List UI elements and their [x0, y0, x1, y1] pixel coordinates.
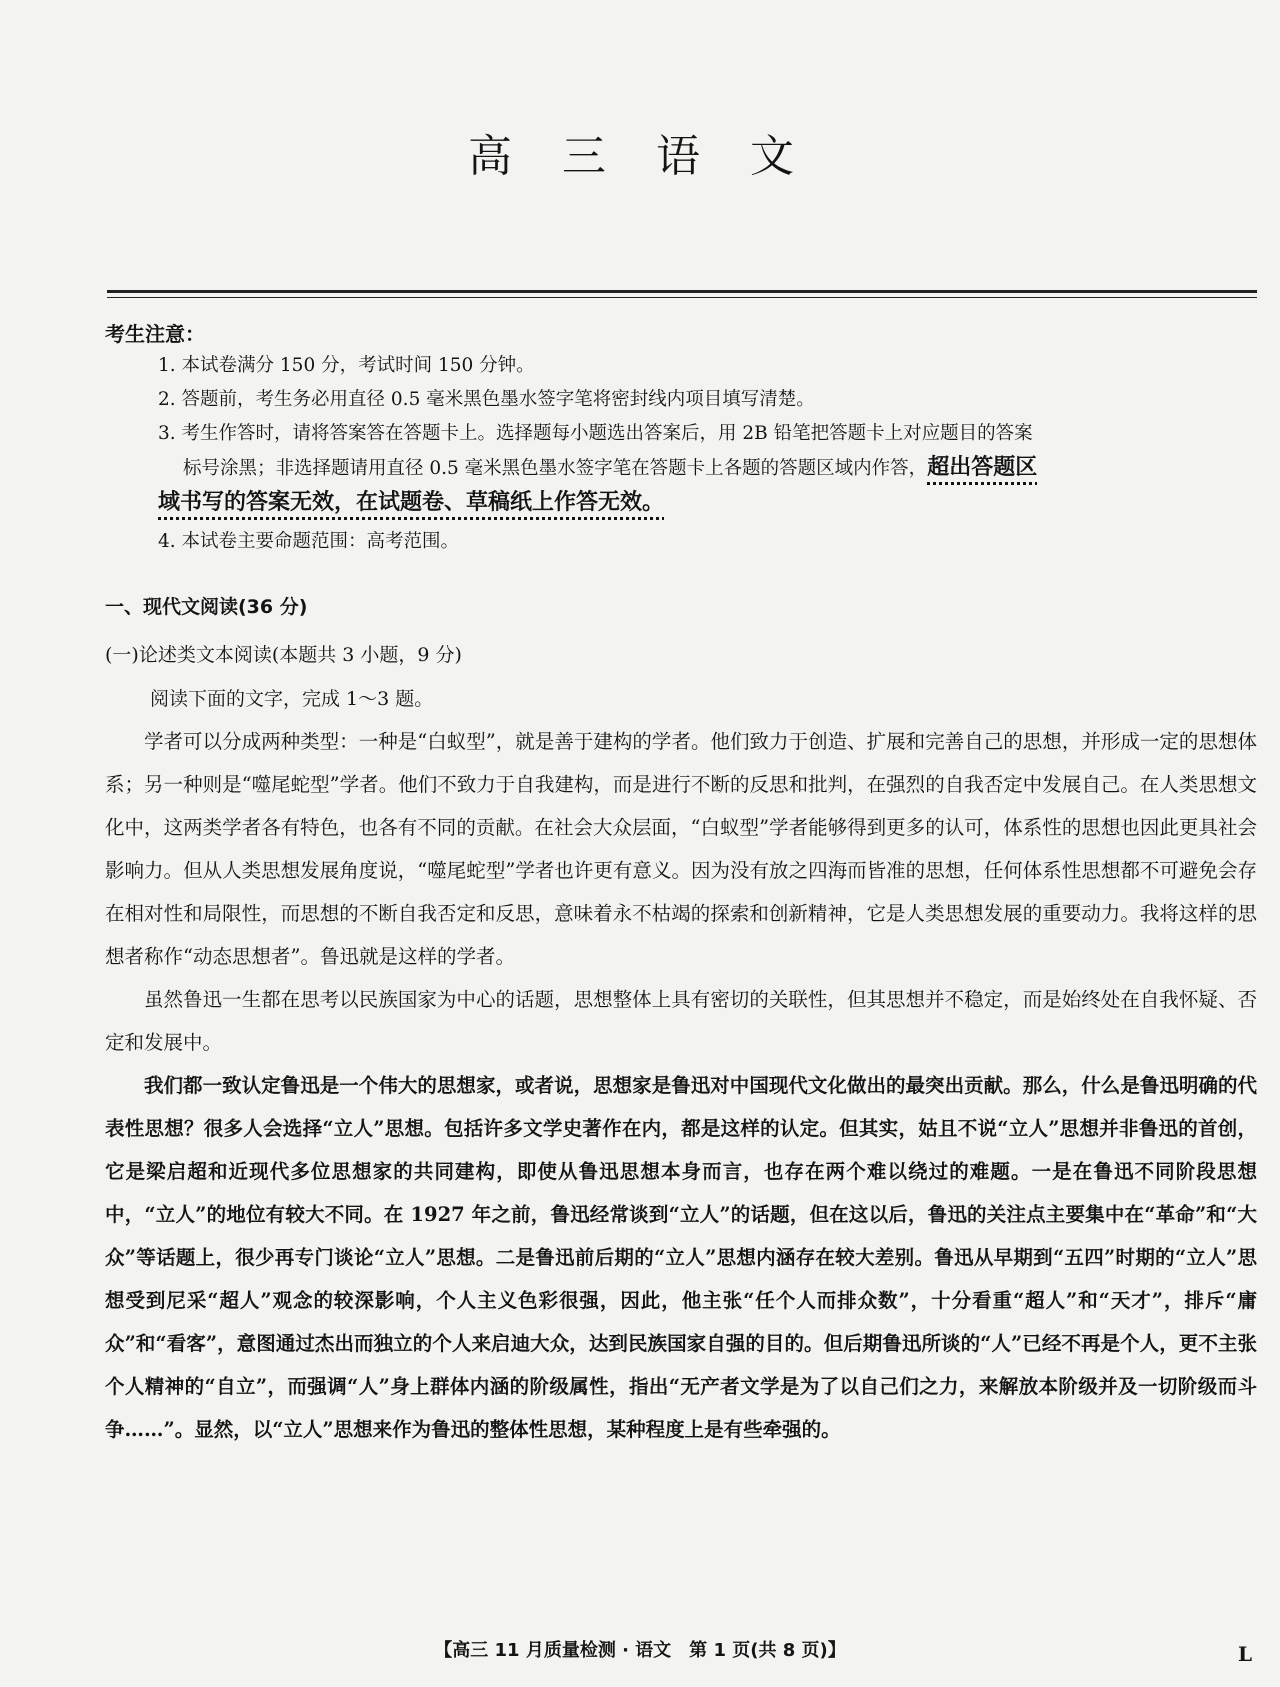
notice-heading: 考生注意： — [105, 322, 205, 346]
notice-list — [158, 349, 1258, 559]
notice-item-3 — [158, 417, 1258, 521]
corner-mark: L — [1237, 1642, 1252, 1666]
title-rule-thick — [107, 290, 1257, 293]
page-title: 高 三 语 文 — [468, 131, 812, 182]
notice-item-3-text: 3. 考生作答时，请将答案答在答题卡上。选择题每小题选出答案后，用 2B 铅笔把答题卡上对应题目的答案 — [158, 423, 1033, 444]
notice-item-4: 4. 本试卷主要命题范围：高考范围。 — [158, 531, 460, 552]
reading-passage — [105, 720, 1257, 1451]
notice-item-1: 1. 本试卷满分 150 分，考试时间 150 分钟。 — [158, 355, 535, 376]
passage-paragraph-1: 学者可以分成两种类型：一种是“白蚁型”，就是善于建构的学者。他们致力于创造、扩展和完善自己的思想，并形成一定的思想体系；另一种则是“噬尾蛇型”学者。他们不致力于自我建构，而是进行不断的反思和批判，在强烈的自我否定中发展自己。在人类思想文化中，这两类学者各有特色，也各有不同的贡献。在社会大众层面，“白蚁型”学者能够得到更多的认可，体系性的思想也因此更具社会影响力。但从人类思想发展角度说，“噬尾蛇型”学者也许更有意义。因为没有放之四海而皆准的思想，任何体系性思想都不可避免会存在相对性和局限性，而思想的不断自我否定和反思，意味着永不枯竭的探索和创新精神，它是人类思想发展的重要动力。我将这样的思想者称作“动态思想者”。鲁迅就是这样的学者。 — [105, 730, 1257, 968]
passage-paragraph-3: 我们都一致认定鲁迅是一个伟大的思想家，或者说，思想家是鲁迅对中国现代文化做出的最突出贡献。那么，什么是鲁迅明确的代表性思想？很多人会选择“立人”思想。包括许多文学史著作在内，都是这样的认定。但其实，姑且不说“立人”思想并非鲁迅的首创，它是梁启超和近现代多位思想家的共同建构，即使从鲁迅思想本身而言，也存在两个难以绕过的难题。一是在鲁迅不同阶段思想中，“立人”的地位有较大不同。在 1927 年之前，鲁迅经常谈到“立人”的话题，但在这以后，鲁迅的关注点主要集中在“革命”和“大众”等话题上，很少再专门谈论“立人”思想。二是鲁迅前后期的“立人”思想内涵存在较大差别。鲁迅从早期到“五四”时期的“立人”思想受到尼采“超人”观念的较深影响，个人主义色彩很强，因此，他主张“任个人而排众数”，十分看重“超人”和“天才”，排斥“庸众”和“看客”，意图通过杰出而独立的个人来启迪大众，达到民族国家自强的目的。但后期鲁迅所谈的“人”已经不再是个人，更不主张个人精神的“自立”，而强调“人”身上群体内涵的阶级属性，指出“无产者文学是为了以自己们之力，来解放本阶级并及一切阶级而斗争……”。显然，以“立人”思想来作为鲁迅的整体性思想，某种程度上是有些牵强的。 — [105, 1074, 1257, 1441]
notice-emphasis-2: 域书写的答案无效，在试题卷、草稿纸上作答无效。 — [158, 490, 665, 515]
notice-item-3-continuation — [158, 451, 1258, 521]
section-heading: 一、现代文阅读(36 分) — [105, 596, 308, 618]
notice-emphasis-1: 超出答题区 — [927, 455, 1038, 480]
page-footer: 【高三 11 月质量检测 · 语文 第 1 页(共 8 页)】 — [434, 1640, 846, 1661]
sub-section-heading: (一)论述类文本阅读(本题共 3 小题，9 分) — [105, 644, 462, 666]
notice-item-2: 2. 答题前，考生务必用直径 0.5 毫米黑色墨水签字笔将密封线内项目填写清楚。 — [158, 389, 815, 410]
notice-item-3-cont-text: 标号涂黑；非选择题请用直径 0.5 毫米黑色墨水签字笔在答题卡上各题的答题区域内作答， — [183, 458, 928, 479]
passage-paragraph-2: 虽然鲁迅一生都在思考以民族国家为中心的话题，思想整体上具有密切的关联性，但其思想并不稳定，而是始终处在自我怀疑、否定和发展中。 — [105, 988, 1257, 1054]
title-rule-thin — [107, 297, 1257, 298]
reading-instruction: 阅读下面的文字，完成 1～3 题。 — [150, 688, 434, 710]
